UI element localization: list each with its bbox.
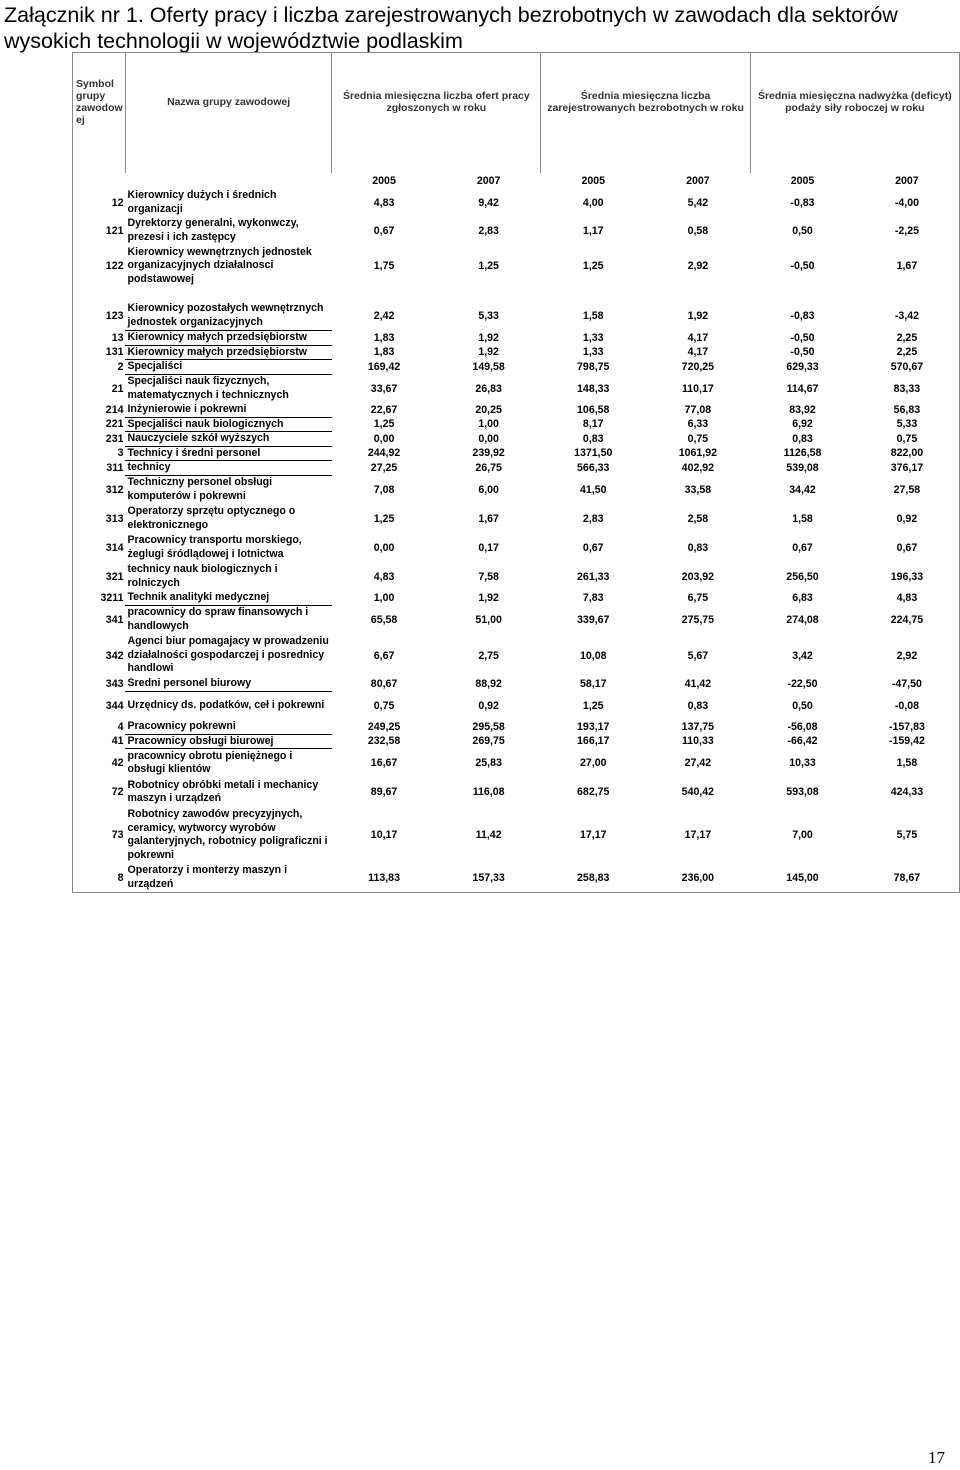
value-cell: 157,33	[436, 864, 541, 893]
value-cell: 0,92	[855, 504, 960, 533]
data-table	[72, 52, 960, 893]
value-cell: 17,17	[684, 829, 712, 841]
value-cell: 1,58	[582, 310, 604, 322]
value-cell: 10,17	[370, 829, 398, 841]
table-row	[73, 807, 960, 864]
table-body	[73, 173, 960, 893]
value-cell: 113,83	[332, 864, 437, 893]
value-cell: 1371,50	[574, 447, 613, 460]
value-cell: 1,25	[478, 260, 499, 272]
name-cell: Robotnicy zawodów precyzyjnych, ceramicy, wytworcy wyrobów galanteryjnych, robotnicy poligraficzni i pokrewni	[127, 808, 328, 861]
value-cell: 6,75	[687, 592, 709, 604]
value-cell: 7,58	[478, 570, 499, 583]
value-cell: 114,67	[786, 382, 819, 395]
name-cell: Technik analityki medycznej	[125, 591, 331, 605]
value-cell: 0,00	[478, 432, 499, 445]
header-unemployed: Średnia miesięczna liczba zarejestrowanych bezrobotnych w roku	[541, 53, 750, 151]
year-cell: 2007	[855, 173, 960, 189]
value-cell: 10,08	[579, 649, 607, 662]
symbol-cell: 13	[73, 331, 126, 346]
table-row	[73, 677, 960, 691]
header-offers: Średnia miesięczna liczba ofert pracy zgłoszonych w roku	[332, 53, 541, 151]
value-cell: 5,42	[687, 196, 709, 209]
symbol-cell: 2	[73, 360, 126, 375]
table-row	[73, 533, 960, 562]
value-cell: 4,17	[687, 331, 709, 344]
symbol-cell: 312	[73, 475, 126, 504]
header-symbol: Symbol grupy zawodow ej	[73, 53, 126, 151]
value-cell: -0,08	[855, 691, 960, 720]
value-cell: 2,58	[687, 512, 709, 525]
value-cell: 798,75	[577, 360, 610, 373]
value-cell: 16,67	[370, 757, 398, 769]
name-cell: pracownicy do spraw finansowych i handlowych	[127, 606, 309, 632]
table-row	[73, 634, 960, 677]
name-cell: Kierownicy małych przedsiębiorstw	[125, 331, 331, 346]
name-cell: Robotnicy obróbki metali i mechanicy maszyn i urządzeń	[127, 778, 319, 804]
value-cell: 1061,92	[678, 447, 718, 460]
value-cell: -0,83	[790, 196, 815, 209]
value-cell: 0,75	[855, 432, 960, 447]
value-cell: -22,50	[787, 678, 818, 690]
value-cell: 51,00	[475, 613, 502, 626]
table-row	[73, 345, 960, 360]
header-row	[73, 53, 960, 151]
value-cell: 1,67	[478, 512, 499, 525]
year-row	[73, 173, 960, 189]
value-cell: 169,42	[367, 360, 401, 373]
value-cell: 2,75	[478, 649, 499, 662]
table-row	[73, 446, 960, 461]
value-cell: 6,83	[792, 592, 813, 604]
value-cell: 232,58	[367, 735, 401, 748]
name-cell: Kierownicy pozostałych wewnętrznych jednostek organizacyjnych	[125, 302, 331, 331]
value-cell: -0,50	[790, 346, 815, 359]
value-cell: 0,50	[792, 699, 813, 712]
value-cell: 2,83	[478, 224, 499, 237]
value-cell: 236,00	[646, 864, 751, 893]
table-row	[73, 734, 960, 749]
value-cell: 1,83	[373, 346, 395, 359]
value-cell: 249,25	[367, 721, 401, 733]
value-cell: 166,17	[577, 735, 610, 748]
header-surplus: Średnia miesięczna nadwyżka (deficyt) podaży siły roboczej w roku	[750, 53, 959, 151]
table-row	[73, 217, 960, 245]
value-cell: 1,58	[792, 512, 813, 525]
value-cell: 244,92	[367, 447, 401, 460]
name-cell: Technicy i średni personel	[125, 446, 331, 461]
value-cell: 0,00	[373, 432, 395, 445]
value-cell: 8,17	[582, 418, 604, 431]
name-cell: Operatorzy sprzętu optycznego o elektronicznego	[127, 505, 296, 531]
value-cell: 402,92	[681, 461, 715, 474]
symbol-cell: 3	[73, 446, 126, 461]
value-cell: 22,67	[370, 404, 398, 416]
value-cell: 10,33	[789, 757, 816, 769]
name-cell: technicy	[125, 461, 331, 476]
value-cell: 256,50	[786, 570, 819, 583]
value-cell: 83,92	[789, 404, 816, 416]
table-row	[73, 360, 960, 375]
symbol-cell: 344	[73, 691, 126, 720]
value-cell: 2,92	[855, 634, 960, 677]
name-cell: Pracownicy obsługi biurowej	[125, 734, 331, 749]
table-row	[73, 591, 960, 605]
value-cell: 720,25	[681, 360, 715, 373]
year-cell: 2005	[790, 174, 815, 187]
value-cell: -66,42	[787, 735, 818, 748]
table-row	[73, 374, 960, 403]
name-cell: Operatorzy i monterzy maszyn i urządzeń	[125, 864, 331, 893]
value-cell: 275,75	[681, 613, 715, 626]
symbol-cell: 231	[73, 432, 126, 447]
value-cell: 20,25	[475, 404, 502, 416]
value-cell: 26,83	[475, 382, 502, 395]
value-cell: 27,25	[370, 461, 398, 474]
symbol-cell: 72	[73, 778, 126, 807]
name-cell: Inżynierowie i pokrewni	[125, 403, 331, 417]
value-cell: 1,00	[373, 592, 395, 604]
value-cell: 203,92	[681, 570, 715, 583]
name-cell: Specjaliści nauk fizycznych, matematycznych i technicznych	[127, 375, 289, 401]
value-cell: 5,75	[855, 807, 960, 864]
value-cell: 566,33	[577, 461, 610, 474]
value-cell: 1,25	[373, 418, 395, 431]
value-cell: 33,67	[370, 382, 398, 395]
value-cell: -0,50	[790, 260, 815, 272]
value-cell: 5,33	[478, 310, 499, 322]
value-cell: 1,25	[373, 512, 395, 525]
table-row	[73, 302, 960, 331]
symbol-cell: 3211	[73, 591, 126, 605]
symbol-cell: 321	[73, 562, 126, 591]
table-row	[73, 562, 960, 591]
value-cell: 239,92	[472, 447, 505, 460]
value-cell: 4,83	[855, 591, 960, 605]
symbol-cell: 343	[73, 677, 126, 691]
value-cell: -2,25	[855, 217, 960, 245]
value-cell: 339,67	[577, 613, 610, 626]
name-cell: Urzędnicy ds. podatków, ceł i pokrewni	[127, 699, 325, 711]
symbol-cell: 214	[73, 403, 126, 417]
name-cell: Pracownicy transportu morskiego, żeglugi śródlądowej i lotnictwa	[127, 534, 302, 560]
symbol-cell: 341	[73, 605, 126, 634]
table-row	[73, 605, 960, 634]
value-cell: 4,83	[373, 570, 395, 583]
table-row	[73, 432, 960, 447]
value-cell: 1,17	[582, 224, 604, 237]
value-cell: 6,92	[792, 418, 813, 431]
symbol-cell: 42	[73, 749, 126, 778]
symbol-cell: 121	[73, 217, 126, 245]
value-cell: 540,42	[681, 786, 715, 798]
value-cell: 6,67	[373, 649, 395, 662]
value-cell: 25,83	[475, 757, 502, 769]
value-cell: 27,42	[684, 757, 712, 769]
symbol-cell: 73	[73, 807, 126, 864]
value-cell: 149,58	[472, 360, 505, 373]
value-cell: 41,50	[579, 483, 607, 496]
value-cell: -0,83	[790, 310, 815, 322]
spacer-row	[73, 288, 960, 302]
table-row	[73, 245, 960, 288]
symbol-cell: 342	[73, 634, 126, 677]
value-cell: 0,75	[687, 432, 709, 445]
value-cell: 196,33	[855, 562, 960, 591]
value-cell: 0,83	[687, 541, 709, 554]
table-row	[73, 504, 960, 533]
value-cell: 145,00	[750, 864, 855, 893]
table-row	[73, 475, 960, 504]
value-cell: 629,33	[786, 360, 819, 373]
value-cell: 89,67	[370, 786, 398, 798]
value-cell: 1,25	[582, 260, 604, 272]
value-cell: 0,75	[373, 699, 395, 712]
value-cell: 26,75	[475, 461, 502, 474]
name-cell: technicy nauk biologicznych i rolniczych	[127, 563, 278, 589]
value-cell: 2,25	[855, 331, 960, 346]
name-cell: Kierownicy wewnętrznych jednostek organizacyjnych działalnosci podstawowej	[127, 245, 312, 285]
value-cell: 258,83	[541, 864, 646, 893]
value-cell: 1,67	[855, 245, 960, 288]
value-cell: 295,58	[472, 721, 505, 733]
value-cell: 4,00	[582, 196, 604, 209]
value-cell: 88,92	[475, 678, 502, 690]
value-cell: 34,42	[789, 483, 816, 496]
value-cell: -47,50	[855, 677, 960, 691]
symbol-cell: 221	[73, 417, 126, 432]
value-cell: 7,83	[582, 592, 604, 604]
value-cell: 137,75	[681, 721, 715, 733]
symbol-cell: 311	[73, 461, 126, 476]
symbol-cell: 4	[73, 720, 126, 734]
value-cell: 539,08	[786, 461, 819, 474]
value-cell: 193,17	[577, 721, 610, 733]
table-row	[73, 331, 960, 346]
value-cell: -159,42	[855, 734, 960, 749]
value-cell: 0,83	[792, 432, 813, 445]
value-cell: -4,00	[855, 189, 960, 217]
value-cell: 682,75	[577, 786, 610, 798]
value-cell: 2,25	[855, 345, 960, 360]
name-cell: Techniczny personel obsługi komputerów i pokrewni	[127, 476, 273, 502]
value-cell: 1,92	[478, 331, 499, 344]
value-cell: -3,42	[855, 302, 960, 331]
name-cell: Nauczyciele szkół wyższych	[125, 432, 331, 447]
year-cell: 2007	[686, 174, 710, 187]
name-cell: Dyrektorzy generalni, wykonwczy, prezesi i ich zastępcy	[127, 217, 299, 243]
value-cell: 33,58	[684, 483, 712, 496]
symbol-cell: 12	[73, 189, 126, 217]
year-cell: 2005	[372, 174, 396, 187]
value-cell: 41,42	[684, 678, 712, 690]
table-row	[73, 403, 960, 417]
value-cell: 5,67	[687, 649, 709, 662]
value-cell: 1,92	[478, 346, 499, 359]
header-name: Nazwa grupy zawodowej	[125, 53, 331, 151]
value-cell: 0,17	[478, 541, 499, 554]
value-cell: 65,58	[370, 613, 398, 626]
symbol-cell: 122	[73, 245, 126, 288]
value-cell: 1,33	[582, 331, 604, 344]
value-cell: 224,75	[855, 605, 960, 634]
value-cell: 27,00	[579, 757, 607, 769]
value-cell: -0,50	[790, 331, 815, 344]
value-cell: 5,33	[855, 417, 960, 432]
value-cell: 77,08	[684, 404, 712, 416]
table-row	[73, 749, 960, 778]
value-cell: 7,00	[792, 829, 813, 841]
value-cell: 0,92	[478, 699, 499, 712]
page-title: Załącznik nr 1. Oferty pracy i liczba zarejestrowanych bezrobotnych w zawodach dla sektorów wysokich technologii w województwie podlaskim	[4, 3, 898, 53]
table-row	[73, 691, 960, 720]
value-cell: 6,33	[687, 418, 709, 431]
value-cell: 27,58	[855, 475, 960, 504]
name-cell: Agenci biur pomagajacy w prowadzeniu działalności gospodarczej i posrednicy handlowi	[127, 635, 329, 675]
value-cell: 261,33	[577, 570, 610, 583]
value-cell: 1,33	[582, 346, 604, 359]
value-cell: 274,08	[786, 613, 819, 626]
value-cell: 2,83	[582, 512, 604, 525]
name-cell: Kierownicy dużych i średnich organizacji	[127, 189, 277, 215]
value-cell: 0,83	[687, 699, 709, 712]
value-cell: 0,67	[792, 541, 813, 554]
table-row	[73, 778, 960, 807]
page-number: 17	[928, 1448, 945, 1467]
symbol-cell: 131	[73, 345, 126, 360]
value-cell: 9,42	[478, 196, 499, 209]
value-cell: 7,08	[373, 483, 395, 496]
value-cell: -157,83	[855, 720, 960, 734]
value-cell: 1,75	[373, 260, 395, 272]
value-cell: 1,25	[582, 699, 604, 712]
table-row	[73, 864, 960, 893]
value-cell: 0,00	[373, 541, 395, 554]
value-cell: 822,00	[855, 446, 960, 461]
value-cell: 2,92	[687, 260, 709, 272]
value-cell: 80,67	[370, 678, 398, 690]
name-cell: Specjaliści nauk biologicznych	[125, 417, 331, 432]
value-cell: 570,67	[855, 360, 960, 375]
name-cell: Pracownicy pokrewni	[125, 720, 331, 734]
value-cell: 1,00	[478, 418, 499, 431]
name-cell: Kierownicy małych przedsiębiorstw	[125, 345, 331, 360]
value-cell: 78,67	[855, 864, 960, 893]
value-cell: 1126,58	[783, 447, 822, 460]
value-cell: 17,17	[579, 829, 607, 841]
table-row	[73, 461, 960, 476]
name-cell: Średni personel biurowy	[125, 677, 331, 691]
value-cell: 56,83	[855, 403, 960, 417]
table-row	[73, 189, 960, 217]
header-gap	[73, 151, 960, 173]
value-cell: 4,83	[373, 196, 395, 209]
value-cell: 110,33	[681, 735, 714, 748]
symbol-cell: 314	[73, 533, 126, 562]
table-row	[73, 417, 960, 432]
table-row	[73, 720, 960, 734]
value-cell: 1,92	[478, 592, 499, 604]
value-cell: 593,08	[786, 786, 819, 798]
value-cell: 0,67	[373, 224, 395, 237]
symbol-cell: 8	[73, 864, 126, 893]
symbol-cell: 123	[73, 302, 126, 331]
value-cell: 1,92	[687, 310, 709, 322]
value-cell: 110,17	[681, 382, 714, 395]
value-cell: 376,17	[855, 461, 960, 476]
value-cell: 2,42	[373, 310, 395, 322]
value-cell: 0,67	[582, 541, 604, 554]
value-cell: 3,42	[792, 649, 813, 662]
year-cell: 2007	[476, 174, 501, 187]
value-cell: 83,33	[855, 374, 960, 403]
value-cell: 11,42	[475, 829, 502, 841]
year-cell: 2005	[581, 174, 606, 187]
name-cell: Specjaliści	[125, 360, 331, 375]
value-cell: 106,58	[577, 404, 610, 416]
value-cell: 0,67	[855, 533, 960, 562]
value-cell: 269,75	[472, 735, 505, 748]
value-cell: 424,33	[855, 778, 960, 807]
value-cell: 4,17	[687, 346, 709, 359]
value-cell: 1,83	[373, 331, 395, 344]
value-cell: -56,08	[787, 721, 818, 733]
value-cell: 0,58	[687, 224, 709, 237]
symbol-cell: 313	[73, 504, 126, 533]
value-cell: 148,33	[577, 382, 610, 395]
value-cell: 58,17	[579, 678, 607, 690]
value-cell: 116,08	[472, 786, 505, 798]
symbol-cell: 41	[73, 734, 126, 749]
value-cell: 6,00	[478, 483, 499, 496]
value-cell: 0,50	[792, 224, 813, 237]
name-cell: pracownicy obrotu pieniężnego i obsługi klientów	[127, 749, 293, 776]
value-cell: 0,83	[582, 432, 604, 445]
symbol-cell: 21	[73, 374, 126, 403]
value-cell: 1,58	[855, 749, 960, 778]
